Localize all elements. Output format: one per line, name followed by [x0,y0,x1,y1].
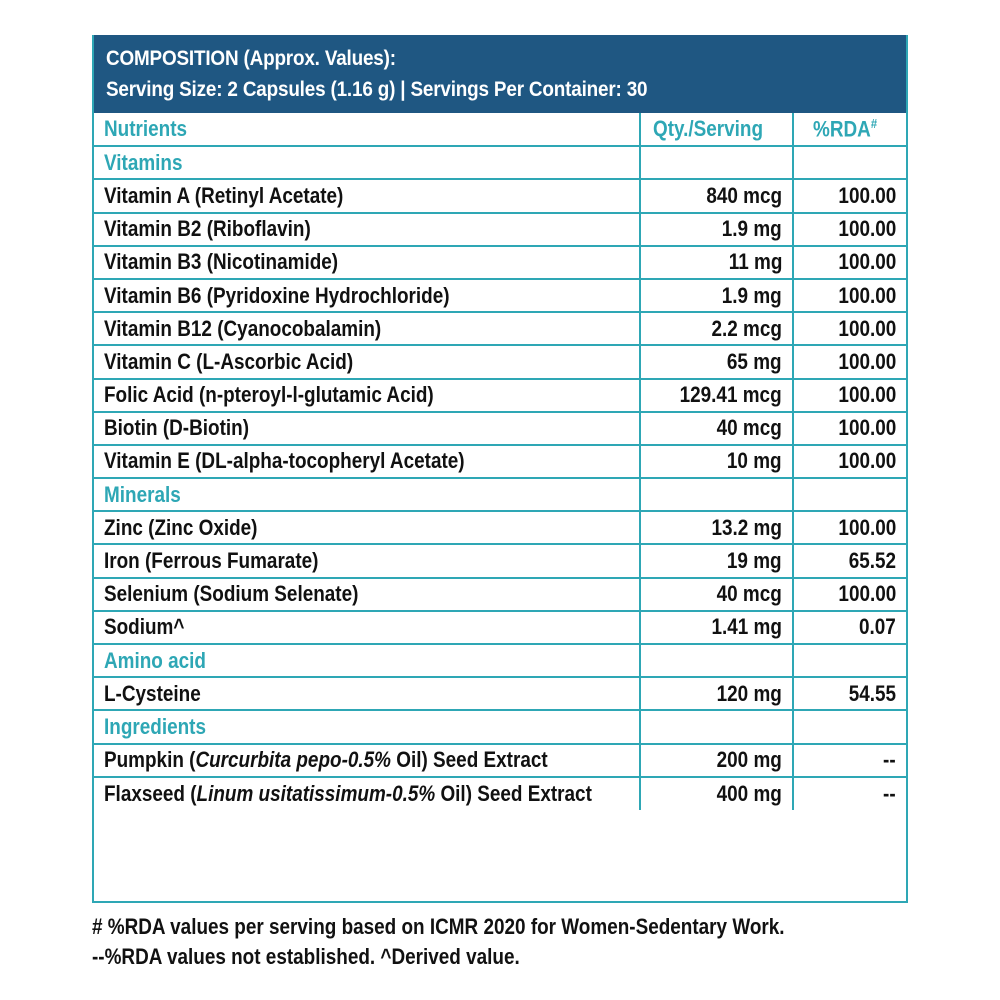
nutrient-name: Sodium^ [104,614,185,640]
nutrient-name: Vitamin B12 (Cyanocobalamin) [104,315,382,341]
nutrient-rda: 100.00 [838,348,896,374]
nutrient-name: Iron (Ferrous Fumarate) [104,548,319,574]
nutrient-row [94,379,906,412]
nutrient-qty: 1.9 mg [722,282,782,308]
composition-panel [92,35,908,903]
section-row [94,710,906,743]
footnote-legend: --%RDA values not established. ^Derived value. [92,944,520,969]
nutrient-name: Zinc (Zinc Oxide) [104,514,258,540]
section-title: Vitamins [104,149,183,175]
nutrient-row [94,544,906,577]
ingredient-rda: -- [883,780,896,806]
nutrient-qty: 13.2 mg [711,514,782,540]
nutrient-qty: 40 mcg [716,581,782,607]
nutrient-qty: 40 mcg [716,415,782,441]
nutrient-name: Folic Acid (n-pteroyl-l-glutamic Acid) [104,382,434,408]
nutrient-row [94,345,906,378]
nutrient-rda: 100.00 [838,282,896,308]
ingredient-name: Pumpkin (Curcurbita pepo-0.5% Oil) Seed Extract [104,747,548,773]
nutrient-row [94,677,906,710]
footnotes [92,912,972,972]
nutrient-name: Vitamin A (Retinyl Acetate) [104,182,344,208]
nutrient-row [94,246,906,279]
nutrient-qty: 2.2 mcg [711,315,782,341]
nutrient-rda: 100.00 [838,415,896,441]
nutrient-rda: 100.00 [838,514,896,540]
nutrient-row [94,511,906,544]
composition-title: COMPOSITION (Approx. Values): [106,47,396,70]
nutrient-qty: 11 mg [728,249,782,275]
nutrient-qty: 65 mg [727,348,782,374]
nutrient-rda: 65.52 [848,548,896,574]
ingredient-name: Flaxseed (Linum usitatissimum-0.5% Oil) Seed Extract [104,780,592,806]
section-title: Ingredients [104,713,206,739]
nutrient-rda: 54.55 [848,680,896,706]
nutrient-rda: 100.00 [838,382,896,408]
nutrient-name: Vitamin B6 (Pyridoxine Hydrochloride) [104,282,450,308]
nutrient-rda: 100.00 [838,448,896,474]
section-row [94,146,906,179]
ingredient-qty: 200 mg [716,747,782,773]
nutrient-row [94,279,906,312]
nutrient-name: Vitamin B2 (Riboflavin) [104,216,311,242]
section-title: Minerals [104,481,181,507]
nutrient-name: Vitamin C (L-Ascorbic Acid) [104,348,354,374]
serving-info: Serving Size: 2 Capsules (1.16 g) | Servings Per Container: 30 [106,78,648,101]
composition-header [94,35,906,113]
rda-column-header: %RDA# [812,115,877,142]
nutrient-row [94,578,906,611]
nutrient-rda: 100.00 [838,182,896,208]
nutrient-row [94,312,906,345]
ingredient-row [94,744,906,777]
nutrient-name: Vitamin B3 (Nicotinamide) [104,249,339,275]
ingredient-qty: 400 mg [716,780,782,806]
nutrient-rda: 100.00 [838,581,896,607]
nutrient-qty: 1.9 mg [722,216,782,242]
nutrient-qty: 840 mcg [706,182,782,208]
nutrient-name: L-Cysteine [104,680,201,706]
ingredient-rda: -- [883,747,896,773]
section-row [94,644,906,677]
section-row [94,478,906,511]
footnote-rda: # %RDA values per serving based on ICMR 2020 for Women-Sedentary Work. [92,914,785,939]
nutrient-rda: 0.07 [859,614,896,640]
ingredient-row [94,777,906,810]
nutrient-qty: 120 mg [716,680,782,706]
nutrient-rda: 100.00 [838,249,896,275]
section-title: Amino acid [104,647,206,673]
nutrient-qty: 129.41 mcg [679,382,782,408]
nutrient-row [94,412,906,445]
nutrient-name: Selenium (Sodium Selenate) [104,581,359,607]
nutrient-qty: 1.41 mg [711,614,782,640]
nutrients-column-header: Nutrients [104,116,188,142]
nutrient-rda: 100.00 [838,315,896,341]
nutrient-row [94,611,906,644]
nutrient-name: Biotin (D-Biotin) [104,415,250,441]
nutrient-table [94,113,906,810]
nutrient-row [94,445,906,478]
nutrient-qty: 19 mg [727,548,782,574]
nutrient-qty: 10 mg [727,448,782,474]
nutrient-row [94,213,906,246]
nutrient-row [94,179,906,212]
column-header-row [94,113,906,146]
qty-column-header: Qty./Serving [652,116,763,142]
nutrient-rda: 100.00 [838,216,896,242]
nutrient-name: Vitamin E (DL-alpha-tocopheryl Acetate) [104,448,465,474]
